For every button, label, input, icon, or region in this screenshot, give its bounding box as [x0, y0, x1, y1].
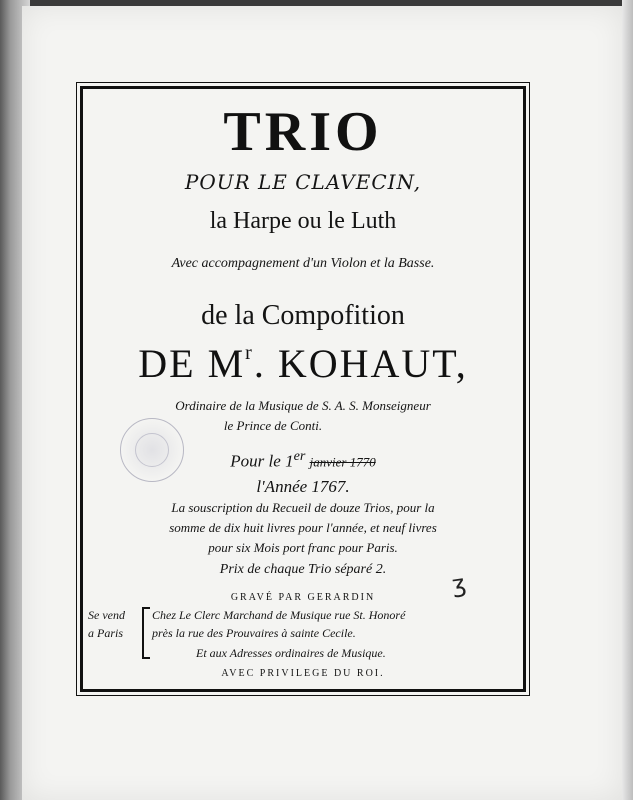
address-right-3: Et aux Adresses ordinaires de Musique.	[196, 646, 386, 660]
year-line: l'Année 1767.	[256, 477, 350, 496]
office-line-2: le Prince de Conti.	[223, 418, 323, 433]
instrument-line-2: la Harpe ou le Luth	[209, 208, 397, 234]
composer-name	[80, 340, 526, 387]
struck-date: janvier 1770	[309, 454, 376, 470]
handwritten-mark-icon: ʒ	[450, 569, 468, 599]
engraver-line: GRAVÉ PAR GERARDIN	[230, 592, 376, 603]
privilege-line: AVEC PRIVILEGE DU ROI.	[221, 668, 385, 679]
composition-line: de la Compofition	[201, 300, 405, 331]
address-left-2: a Paris	[88, 626, 124, 640]
address-left-1: Se vend	[88, 608, 125, 622]
address-right-1: Chez Le Clerc Marchand de Musique rue St. Honoré	[152, 608, 406, 622]
date-line	[80, 448, 526, 472]
address-right-2: près la rue des Prouvaires à sainte Cecile.	[152, 626, 356, 640]
office-line-1: Ordinaire de la Musique de S. A. S. Monseigneur	[175, 398, 431, 413]
price-line: Prix de chaque Trio séparé 2.	[219, 562, 387, 577]
date-sup: er	[293, 448, 306, 464]
composer-sup: r	[245, 342, 254, 364]
instrument-line-1: POUR LE CLAVECIN,	[184, 170, 422, 194]
subscription-line-1: La souscription du Recueil de douze Trios, pour la	[171, 500, 435, 515]
accompaniment-line: Avec accompagnement d'un Violon et la Basse.	[171, 256, 435, 271]
subscription-line-2: somme de dix huit livres pour l'année, et neuf livres	[169, 520, 437, 535]
composer-prefix: DE M	[138, 341, 246, 386]
scan-right-edge	[622, 0, 633, 800]
subscription-line-3: pour six Mois port franc pour Paris.	[208, 540, 398, 555]
composer-surname: . KOHAUT,	[253, 341, 468, 386]
address-bracket	[142, 607, 150, 659]
page-title: TRIO	[223, 101, 383, 163]
date-prefix: Pour le 1	[230, 451, 294, 471]
